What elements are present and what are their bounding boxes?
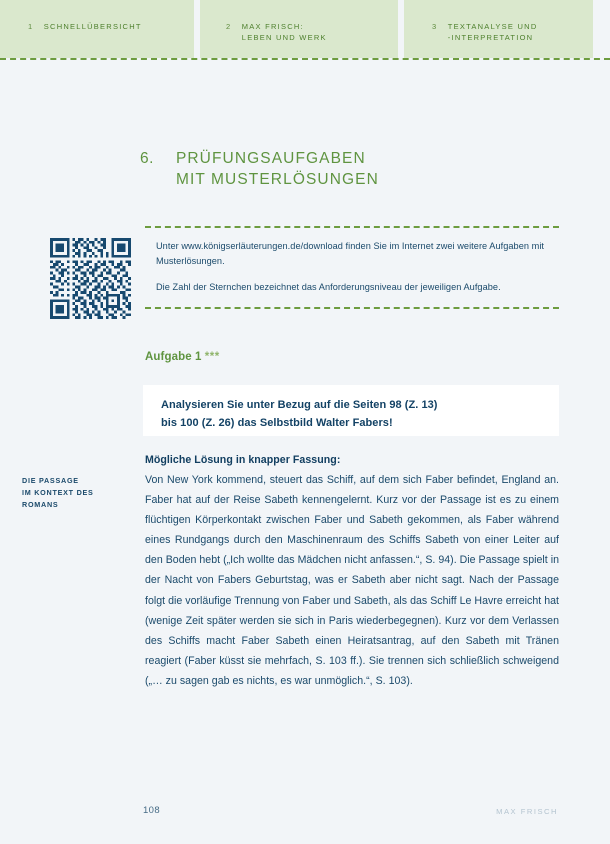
nav-tab-content: [226, 21, 327, 43]
solution-heading: Mögliche Lösung in knapper Fassung:: [145, 454, 341, 466]
nav-tab-number: 1: [28, 22, 33, 31]
assignment-heading-label: Aufgabe 1: [145, 351, 202, 363]
task-line-2: bis 100 (Z. 26) das Selbstbild Walter Fabers!: [161, 416, 393, 429]
header-dashed-divider: [0, 58, 610, 60]
assignment-heading: [145, 351, 220, 363]
chapter-number: 6.: [140, 150, 154, 167]
nav-tab-label-line: LEBEN UND WERK: [241, 33, 327, 42]
nav-tab-label: [242, 21, 327, 43]
qr-code-icon: [48, 238, 133, 319]
page-title: [140, 148, 379, 190]
nav-tab-label-line: SCHNELLÜBERSICHT: [43, 22, 142, 31]
nav-tab-label-line: MAX FRISCH:: [241, 22, 304, 31]
nav-tab-textanalyse-und-interpretation[interactable]: [404, 0, 593, 58]
footer-page-number: 108: [143, 805, 161, 816]
nav-tab-number: 3: [432, 22, 437, 31]
difficulty-stars: ***: [204, 351, 220, 363]
chapter-title-line-2: MIT MUSTERLÖSUNGEN: [175, 171, 379, 188]
margin-note-line-1: DIE PASSAGE: [22, 476, 79, 485]
nav-tab-label: [44, 21, 142, 32]
download-info-box: [145, 226, 559, 309]
margin-note-line-2: IM KONTEXT DES: [22, 488, 94, 497]
nav-tab-max-frisch-leben-und-werk[interactable]: [200, 0, 398, 58]
chapter-nav-header: [0, 0, 610, 58]
nav-tab-label-line: TEXTANALYSE UND: [447, 22, 538, 31]
nav-tab-label-line: -INTERPRETATION: [447, 33, 534, 42]
nav-tab-content: [28, 21, 142, 32]
nav-tab-label: [448, 21, 538, 43]
margin-note: [22, 475, 132, 511]
info-paragraph-download: Unter www.königserläuterungen.de/download finden Sie im Internet zwei weitere Aufgaben mit Musterlösungen.: [156, 241, 545, 266]
nav-tab-schnelluebersicht[interactable]: [0, 0, 194, 58]
task-line-1: Analysieren Sie unter Bezug auf die Seiten 98 (Z. 13): [161, 399, 438, 411]
chapter-title-line-1: PRÜFUNGSAUFGABEN: [175, 150, 366, 167]
assignment-task-box: [143, 385, 559, 436]
nav-tab-content: [432, 21, 538, 43]
footer-book-title: MAX FRISCH: [496, 807, 558, 816]
nav-tab-number: 2: [226, 22, 231, 31]
info-paragraph-stars: Die Zahl der Sternchen bezeichnet das Anforderungsniveau der jeweiligen Aufgabe.: [156, 282, 501, 292]
solution-text: Von New York kommend, steuert das Schiff, auf dem sich Faber befindet, England an. Faber hat auf der Reise Sabeth kennengelernt. Kurz vor der Passage ist es zu einem flüchtigen Körperkontakt zwischen Faber und Sabeth gekommen, als Faber während eines Rundgangs durch den Maschinenraum des Schiffs Sabeth von einer Leiter auf den Boden hebt („Ich wollte das Mädchen nicht anfassen.“, S. 94). Die Passage spielt in der Nacht von Fabers Geburtstag, was er Sabeth aber nicht sagt. Nach der Passage folgt die vorläufige Trennung von Faber und Sabeth, als das Schiff Le Havre erreicht hat (wenige Zeit später werden sie sich in Paris wiederbegegnen). Kurz vor dem Verlassen des Schiffs macht Faber Sabeth einen Heiratsantrag, auf den Sabeth mit Tränen reagiert (Faber küsst sie mehrfach, S. 103 ff.). Sie trennen sich schließlich schweigend („… zu sagen gab es nichts, es war unmöglich.“, S. 103).: [145, 474, 559, 687]
chapter-title: [176, 148, 379, 190]
margin-note-line-3: ROMANS: [22, 500, 59, 509]
